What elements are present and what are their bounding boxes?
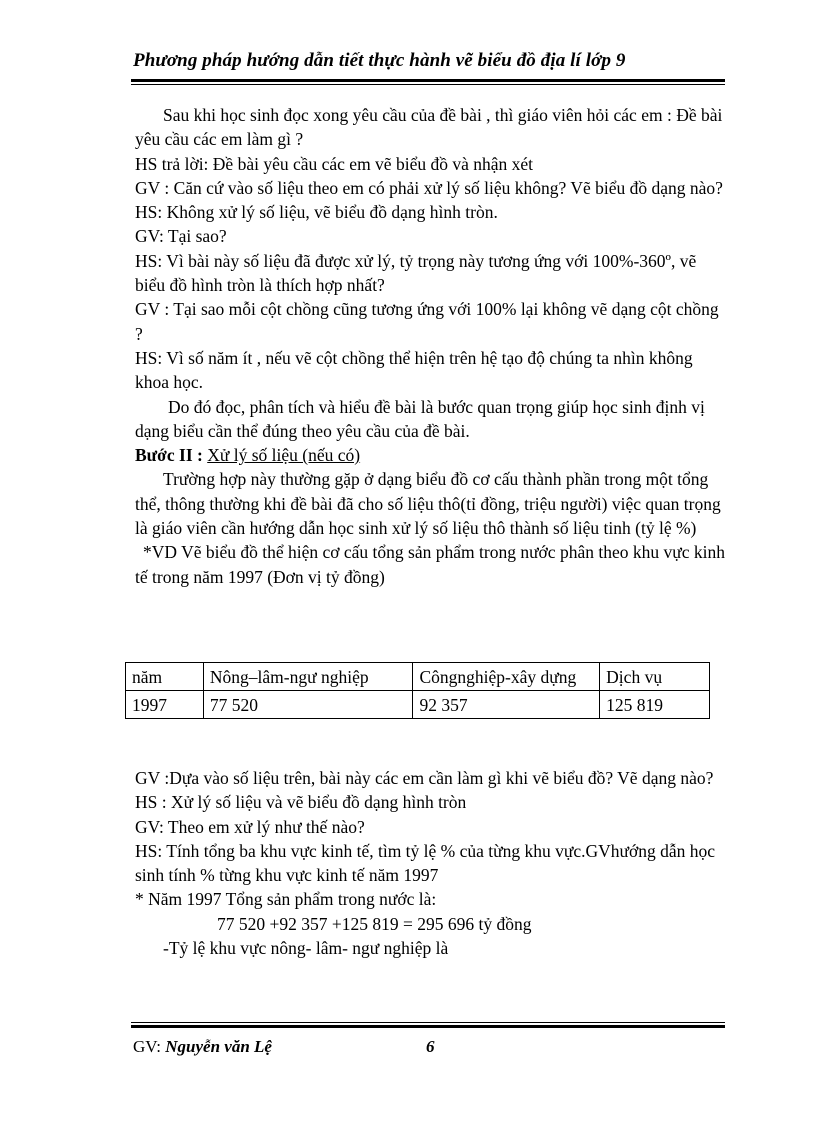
page-header-title: Phương pháp hướng dẫn tiết thực hành vẽ biểu đồ địa lí lớp 9 <box>133 50 626 71</box>
paragraph: HS: Vì bài này số liệu đã được xử lý, tỷ trọng này tương ứng với 100%-360º, vẽ biểu đồ hình tròn là thích hợp nhất? <box>135 250 697 296</box>
table-cell: 1997 <box>126 691 204 719</box>
paragraph: HS: Tính tổng ba khu vực kinh tế, tìm tỷ lệ % của từng khu vực.GVhướng dẫn học sinh tính % từng khu vực kinh tế năm 1997 <box>135 840 716 886</box>
table-cell: 77 520 <box>203 691 413 719</box>
table-header-cell: Dịch vụ <box>600 663 710 691</box>
paragraph: HS: Vì số năm ít , nếu vẽ cột chồng thể hiện trên hệ tạo độ chúng ta nhìn không khoa học. <box>135 347 693 393</box>
paragraph: Trường hợp này thường gặp ở dạng biểu đồ cơ cấu thành phần trong một tổng thể, thông thường khi đề bài đã cho số liệu thô(tỉ đồng, triệu người) việc quan trọng là giáo viên cần hướng dẫn học sinh xử lý số liệu thô thành số liệu tinh (tỷ lệ %) <box>135 469 721 539</box>
paragraph: GV: Theo em xử lý như thế nào? <box>135 816 365 837</box>
paragraph: GV: Tại sao? <box>135 226 227 247</box>
after-table-text <box>135 766 725 960</box>
step-label: Bước II : <box>135 445 208 466</box>
paragraph: GV : Căn cứ vào số liệu theo em có phải xử lý số liệu không? Vẽ biểu đồ dạng nào? <box>135 177 723 198</box>
header-rule-thick <box>131 79 725 82</box>
paragraph: * Năm 1997 Tổng sản phẩm trong nước là: <box>135 889 437 910</box>
table-row <box>126 691 710 719</box>
body-text <box>135 103 725 589</box>
paragraph: Sau khi học sinh đọc xong yêu cầu của đề bài , thì giáo viên hỏi các em : Đề bài yêu cầu các em làm gì ? <box>135 105 723 150</box>
footer-rule-thick <box>131 1025 725 1028</box>
paragraph: GV :Dựa vào số liệu trên, bài này các em cần làm gì khi vẽ biểu đồ? Vẽ dạng nào? <box>135 768 714 788</box>
table-header-cell: Côngnghiệp-xây dựng <box>413 663 600 691</box>
page-number: 6 <box>426 1037 435 1056</box>
table-header-row <box>126 663 710 691</box>
paragraph: Do đó đọc, phân tích và hiểu đề bài là bước quan trọng giúp học sinh định vị dạng biểu cần thể đúng theo yêu cầu của đề bài. <box>135 396 705 441</box>
paragraph: GV : Tại sao mỗi cột chồng cũng tương ứng với 100% lại không vẽ dạng cột chồng ? <box>135 299 719 344</box>
paragraph: HS : Xử lý số liệu và vẽ biểu đồ dạng hình tròn <box>135 792 467 813</box>
table-header-cell: năm <box>126 663 204 691</box>
page-footer <box>133 1036 725 1058</box>
calculation-line: 77 520 +92 357 +125 819 = 295 696 tỷ đồng <box>217 913 532 934</box>
paragraph: *VD Vẽ biểu đồ thể hiện cơ cấu tổng sản phẩm trong nước phân theo khu vực kinh tế trong năm 1997 (Đơn vị tỷ đồng) <box>135 542 725 587</box>
paragraph: -Tỷ lệ khu vực nông- lâm- ngư nghiệp là <box>163 938 449 959</box>
table-cell: 92 357 <box>413 691 600 719</box>
paragraph: HS trả lời: Đề bài yêu cầu các em vẽ biểu đồ và nhận xét <box>135 153 533 174</box>
footer-rule-thin <box>131 1022 725 1023</box>
paragraph: HS: Không xử lý số liệu, vẽ biểu đồ dạng hình tròn. <box>135 202 498 223</box>
footer-author: Nguyễn văn Lệ <box>165 1037 272 1056</box>
data-table <box>125 662 710 719</box>
footer-prefix: GV: <box>133 1037 166 1056</box>
table-header-cell: Nông–lâm-ngư nghiệp <box>203 663 413 691</box>
table-cell: 125 819 <box>600 691 710 719</box>
step-title: Xử lý số liệu (nếu có) <box>207 445 361 466</box>
step-heading <box>135 443 725 467</box>
header-rule-thin <box>131 84 725 85</box>
